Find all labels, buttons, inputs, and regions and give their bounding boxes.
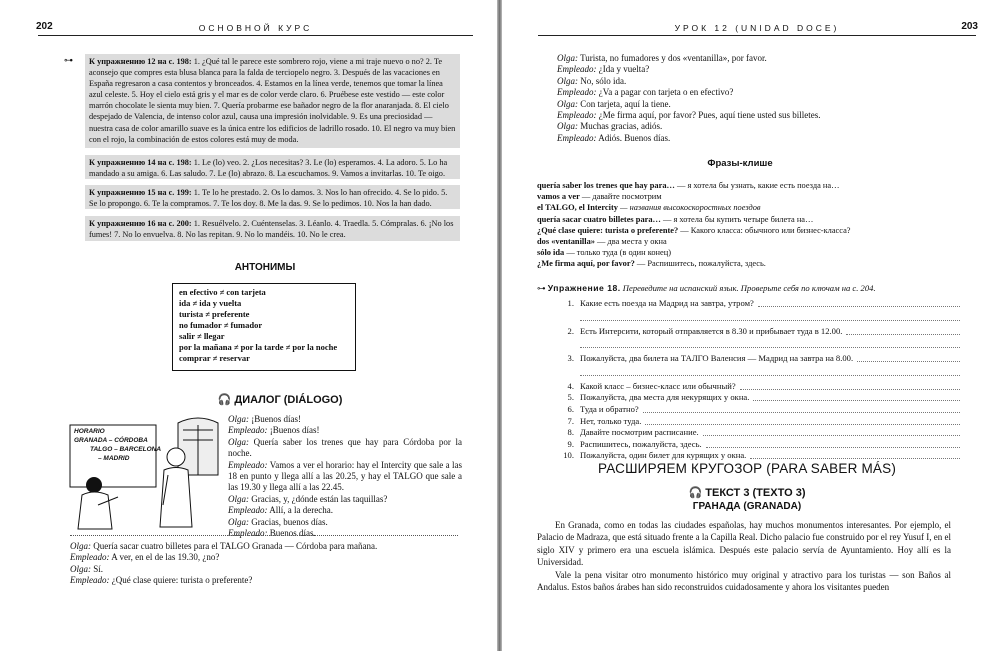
exercise-item	[560, 439, 960, 451]
text-subtitle: ГРАНАДА (GRANADA)	[692, 501, 802, 512]
key-text: 1. Le (lo) veo. 2. ¿Los necesitas? 3. Le (lo) esperamos. 4. La adoro. 5. Lo ha mandado a su amiga. 6. Las saludo. 7. Le (lo) abrazo. 8. La escuchamos. 9. Vamos a invitarlas. 10. Te oigo.	[89, 158, 448, 179]
phrase-es: el TALGO, el Intercity	[537, 203, 618, 213]
speaker: Empleado:	[70, 575, 110, 586]
dialog-title-text: ДИАЛОГ (DIÁLOGO)	[234, 394, 343, 406]
speaker: Empleado:	[557, 110, 597, 121]
text-title	[537, 486, 957, 499]
antonym-row: turista ≠ preferente	[179, 309, 250, 319]
phrase-row	[537, 258, 957, 269]
phrase-es: quería sacar cuatro billetes para…	[537, 214, 661, 224]
dialog-continuation	[557, 53, 957, 144]
answer-key-14	[85, 155, 460, 179]
item-number: 6.	[567, 403, 574, 414]
dialog-line	[228, 517, 462, 528]
paragraph: En Granada, como en todas las ciudades españolas, hay muchos monumentos interesantes. Por ejemplo, el Palacio de Madraza, que está situado frente a la Capilla Real. Dicho palacio fue construido por el rey Yusuf I, en el siglo XIV y primero era una escuela islámica. Después este palacio servía de Ayuntamiento. Hoy allí es la Universidad.	[537, 520, 951, 568]
item-text: Пожалуйста, один билет для курящих у окна.	[580, 450, 747, 461]
key-label: К упражнению 15 на с. 199:	[89, 188, 192, 197]
exercise-item	[560, 326, 960, 338]
board-line: TALGO – BARCELONA	[90, 446, 162, 453]
phrase-ru: — давайте посмотрим	[579, 192, 662, 202]
utterance: Quería saber los trenes que hay para Córdoba por la noche.	[228, 436, 462, 459]
running-head: ОСНОВНОЙ КУРС	[198, 23, 313, 33]
item-number: 10.	[563, 450, 574, 461]
dialog-separator	[70, 535, 458, 536]
antonym-row: salir ≠ llegar	[179, 331, 225, 341]
phrase-row	[537, 214, 957, 225]
dialog-line	[557, 87, 957, 98]
phrases-title: Фразы-клише	[707, 158, 773, 169]
item-number: 9.	[567, 438, 574, 449]
item-number: 8.	[567, 427, 574, 438]
antonyms-box	[172, 283, 356, 371]
utterance: Turista, no fumadores y dos «ventanilla», por favor.	[580, 53, 767, 63]
speaker: Olga:	[228, 516, 249, 527]
phrase-row	[537, 225, 957, 236]
exercise-item	[560, 353, 960, 365]
exercise-item	[560, 427, 960, 439]
antonym-row: no fumador ≠ fumador	[179, 320, 263, 330]
text-body	[537, 519, 951, 593]
phrase-es: quería saber los trenes que hay para…	[537, 181, 675, 190]
phrase-row	[537, 202, 957, 213]
page-number: 203	[961, 21, 978, 32]
answer-key-15	[85, 185, 460, 209]
answer-line[interactable]	[703, 427, 960, 436]
phrase-es: sólo ida	[537, 248, 565, 258]
speaker: Empleado:	[557, 87, 597, 98]
dialog-line	[228, 414, 462, 425]
dialog-line	[557, 64, 957, 75]
utterance: A ver, en el de las 19.30, ¿no?	[111, 552, 220, 563]
phrase-ru: — я хотела бы узнать, какие есть поезда на…	[674, 181, 840, 190]
board-text	[74, 427, 161, 463]
phrase-ru: — Какого класса: обычного или бизнес-класса?	[678, 225, 851, 235]
item-text: Пожалуйста, два билета на ТАЛГО Валенсия — Мадрид на завтра на 8.00.	[580, 353, 854, 364]
station-illustration	[68, 415, 226, 530]
speaker: Olga:	[228, 436, 249, 447]
utterance: Muchas gracias, adiós.	[580, 121, 663, 132]
item-text: Распишитесь, пожалуйста, здесь.	[580, 438, 702, 449]
dialog-line	[557, 76, 957, 87]
phrase-ru: — два места у окна	[594, 237, 667, 247]
exercise-item	[560, 381, 960, 393]
item-text: Пожалуйста, два места для некурящих у окна.	[580, 392, 750, 403]
dialog-line	[228, 460, 462, 494]
phrases-list	[537, 180, 957, 270]
utterance: ¡Buenos días!	[269, 425, 320, 436]
answer-line[interactable]	[753, 392, 960, 401]
utterance: Sí.	[93, 563, 104, 574]
item-text: Туда и обратно?	[580, 403, 639, 414]
dialog-line	[557, 53, 957, 64]
speaker: Empleado:	[228, 505, 268, 516]
headphones-icon: 🎧	[688, 486, 703, 499]
phrase-ru: — Распишитесь, пожалуйста, здесь.	[634, 259, 766, 269]
exercise-item	[560, 404, 960, 416]
utterance: ¿Qué clase quiere: turista o preferente?	[111, 575, 253, 586]
speaker: Olga:	[70, 541, 91, 551]
key-label: К упражнению 12 на с. 198:	[89, 57, 192, 66]
speaker: Olga:	[557, 98, 578, 109]
utterance: ¿Ida y vuelta?	[598, 64, 650, 75]
item-text: Какие есть поезда на Мадрид на завтра, утром?	[580, 298, 754, 308]
board-line: GRANADA – CÓRDOBA	[74, 437, 148, 444]
answer-key-16	[85, 216, 460, 241]
utterance: Con tarjeta, aquí la tiene.	[580, 98, 671, 109]
answer-line[interactable]	[706, 439, 960, 448]
paragraph: Vale la pena visitar otro monumento histórico muy original y atractivo para los turistas — son Baños al Andalus. Estos baños árabes han sido reconstruidos cuidadosamente y ahora los visitantes pueden	[537, 569, 951, 593]
answer-line[interactable]	[857, 353, 960, 362]
dialog-line	[228, 437, 462, 460]
board-line: – MADRID	[98, 455, 130, 462]
phrase-row	[537, 247, 957, 258]
section-title: РАСШИРЯЕМ КРУГОЗОР (PARA SABER MÁS)	[597, 461, 897, 476]
utterance: Gracias, y, ¿dónde están las taquillas?	[251, 493, 388, 504]
phrase-es: dos «ventanilla»	[537, 237, 595, 247]
exercise-label: Упражнение 18.	[547, 283, 621, 293]
item-text: Давайте посмотрим расписание.	[580, 427, 699, 438]
item-text: Какой класс – бизнес-класс или обычный?	[580, 380, 736, 391]
key-label: К упражнению 16 на с. 200:	[89, 219, 192, 228]
utterance: Allí, a la derecha.	[269, 505, 333, 516]
answer-line[interactable]	[846, 326, 960, 335]
exercise-item	[560, 416, 960, 428]
answer-line[interactable]	[580, 337, 960, 348]
dialog-part-1	[228, 414, 462, 539]
speaker: Olga:	[557, 53, 578, 63]
antonym-row: en efectivo ≠ con tarjeta	[179, 287, 266, 297]
answer-line[interactable]	[750, 450, 960, 459]
utterance: Vamos a ver el horario: hay el Intercity que sale a las 18 en punto y llega allí a las 20.25, y hay el TALGO que sale a las 19.30 y llega allí a las 22.45.	[228, 459, 462, 493]
key-text: 1. ¿Qué tal le parece este sombrero rojo, viene a mi traje nuevo o no? 2. Te aconsejo que compres esta blusa blanca para la falda de terciopelo negro. 3. Después de las vacaciones en España regresaron a casa contentos y bronceados. 4. Estamos en la línea verde, tenemos que tomar la línea azul celeste. 5. Hoy el cielo está gris y el mar es de color verde claro. 6. Pruébese este vestido — este color marrón chocolate le sienta muy bien. 7. Quería probarme ese bañador negro de la flor anaranjada. 8. El cielo despejado de Valencia, de intenso color azul, causa una impresión inolvidable. 9. Es una preciosidad — nuestra casa de color amarillo suave es la única entre los edificios de ladrillo rosado. 10. El negro va muy bien con el rojo, la combinación de estos colores está muy de moda.	[89, 57, 456, 144]
phrase-es: vamos a ver	[537, 192, 580, 202]
speaker: Olga:	[228, 493, 249, 504]
item-number: 3.	[567, 353, 574, 364]
dialog-line	[70, 552, 465, 563]
running-head: УРОК 12 (UNIDAD DOCE)	[674, 23, 840, 33]
utterance: Adiós. Buenos días.	[598, 132, 671, 143]
phrase-row	[537, 236, 957, 247]
headphones-icon: 🎧	[217, 393, 232, 406]
dialog-line	[557, 121, 957, 132]
key-label: К упражнению 14 на с. 198:	[89, 158, 192, 167]
speaker: Olga:	[70, 563, 91, 574]
speaker: Empleado:	[70, 552, 110, 563]
item-number: 5.	[567, 392, 574, 403]
phrase-ru: — только туда (в один конец)	[564, 248, 672, 258]
exercise-instruction: Переведите на испанский язык. Проверьте себя по ключам на с. 204.	[622, 283, 876, 293]
dialog-line	[228, 494, 462, 505]
key-text: 1. Te lo he prestado. 2. Os lo damos. 3. Nos lo han ofrecido. 4. Se lo pido. 5. Se lo propongo. 6. Te la compramos. 7. Te los doy. 8. Me la das. 9. Se lo pedimos. 10. Nos la han dado.	[89, 188, 448, 209]
dialog-title	[190, 393, 370, 406]
answer-line[interactable]	[740, 381, 960, 390]
antonym-row: por la mañana ≠ por la tarde ≠ por la noche	[179, 342, 338, 352]
exercise-item	[560, 392, 960, 404]
speaker: Olga:	[557, 121, 578, 132]
dialog-line	[228, 425, 462, 436]
exercise-item	[560, 298, 960, 310]
dialog-line	[557, 99, 957, 110]
utterance: Quería sacar cuatro billetes para el TALGO Granada — Córdoba para mañana.	[93, 541, 378, 551]
dialog-line	[557, 110, 957, 121]
key-icon: ⊶	[537, 284, 546, 294]
item-number: 1.	[567, 298, 574, 308]
item-text: Нет, только туда.	[580, 415, 642, 426]
dialog-line	[228, 528, 462, 539]
phrase-es: ¿Qué clase quiere: turista o preferente?	[537, 225, 679, 235]
answer-line[interactable]	[645, 416, 960, 425]
answer-line[interactable]	[758, 298, 960, 307]
speaker: Empleado:	[557, 64, 597, 75]
speaker: Empleado:	[228, 425, 268, 436]
speaker: Empleado:	[228, 528, 268, 539]
answer-line[interactable]	[580, 310, 960, 321]
phrase-es: ¿Me firma aquí, por favor?	[537, 259, 635, 269]
speaker: Olga:	[228, 414, 249, 424]
utterance: ¿Me firma aquí, por favor? Pues, aquí tiene usted sus billetes.	[598, 110, 821, 121]
left-header	[38, 22, 473, 36]
dialog-line	[70, 575, 465, 586]
utterance: Buenos días.	[269, 528, 316, 539]
dialog-line	[228, 505, 462, 516]
item-text: Есть Интерсити, который отправляется в 8.30 и прибывает туда в 12.00.	[580, 325, 843, 336]
exercise-18-header	[537, 283, 957, 294]
utterance: No, sólo ida.	[580, 75, 627, 86]
dialog-line	[70, 564, 465, 575]
dialog-part-2	[70, 541, 465, 587]
exercise-items	[560, 298, 960, 462]
phrase-ru: — названия высокоскоростных поездов	[617, 203, 761, 213]
dialog-line	[70, 541, 465, 552]
item-number: 4.	[567, 380, 574, 391]
right-header	[538, 22, 976, 36]
utterance: Gracias, buenos días.	[251, 516, 328, 527]
antonym-row: comprar ≠ reservar	[179, 353, 250, 363]
phrase-row	[537, 180, 957, 191]
utterance: ¿Va a pagar con tarjeta o en efectivo?	[598, 87, 734, 98]
item-number: 7.	[567, 415, 574, 426]
answer-line[interactable]	[580, 365, 960, 376]
speaker: Empleado:	[557, 132, 597, 143]
board-title: HORARIO	[74, 428, 105, 435]
answer-line[interactable]	[643, 404, 960, 413]
antonyms-title: АНТОНИМЫ	[234, 262, 296, 273]
dialog-line	[557, 133, 957, 144]
antonym-row: ida ≠ ida y vuelta	[179, 298, 242, 308]
key-text: 1. Resuélvelo. 2. Cuéntenselas. 3. Léanlo. 4. Traedla. 5. Cómpralas. 6. ¡No los fumes! 7. No lo envuelva. 8. No las repitan. 9. No lo mandéis. 10. No le crea.	[89, 219, 454, 240]
phrase-ru: — я хотела бы купить четыре билета на…	[660, 214, 814, 224]
speaker: Empleado:	[228, 459, 268, 470]
key-icon: ⊶	[64, 56, 73, 66]
item-number: 2.	[567, 325, 574, 336]
page-number: 202	[36, 21, 53, 32]
answer-key-12	[85, 54, 460, 148]
text-title-label: ТЕКСТ 3 (TEXTO 3)	[705, 487, 806, 499]
phrase-row	[537, 191, 957, 202]
utterance: ¡Buenos días!	[251, 414, 301, 424]
speaker: Olga:	[557, 75, 578, 86]
